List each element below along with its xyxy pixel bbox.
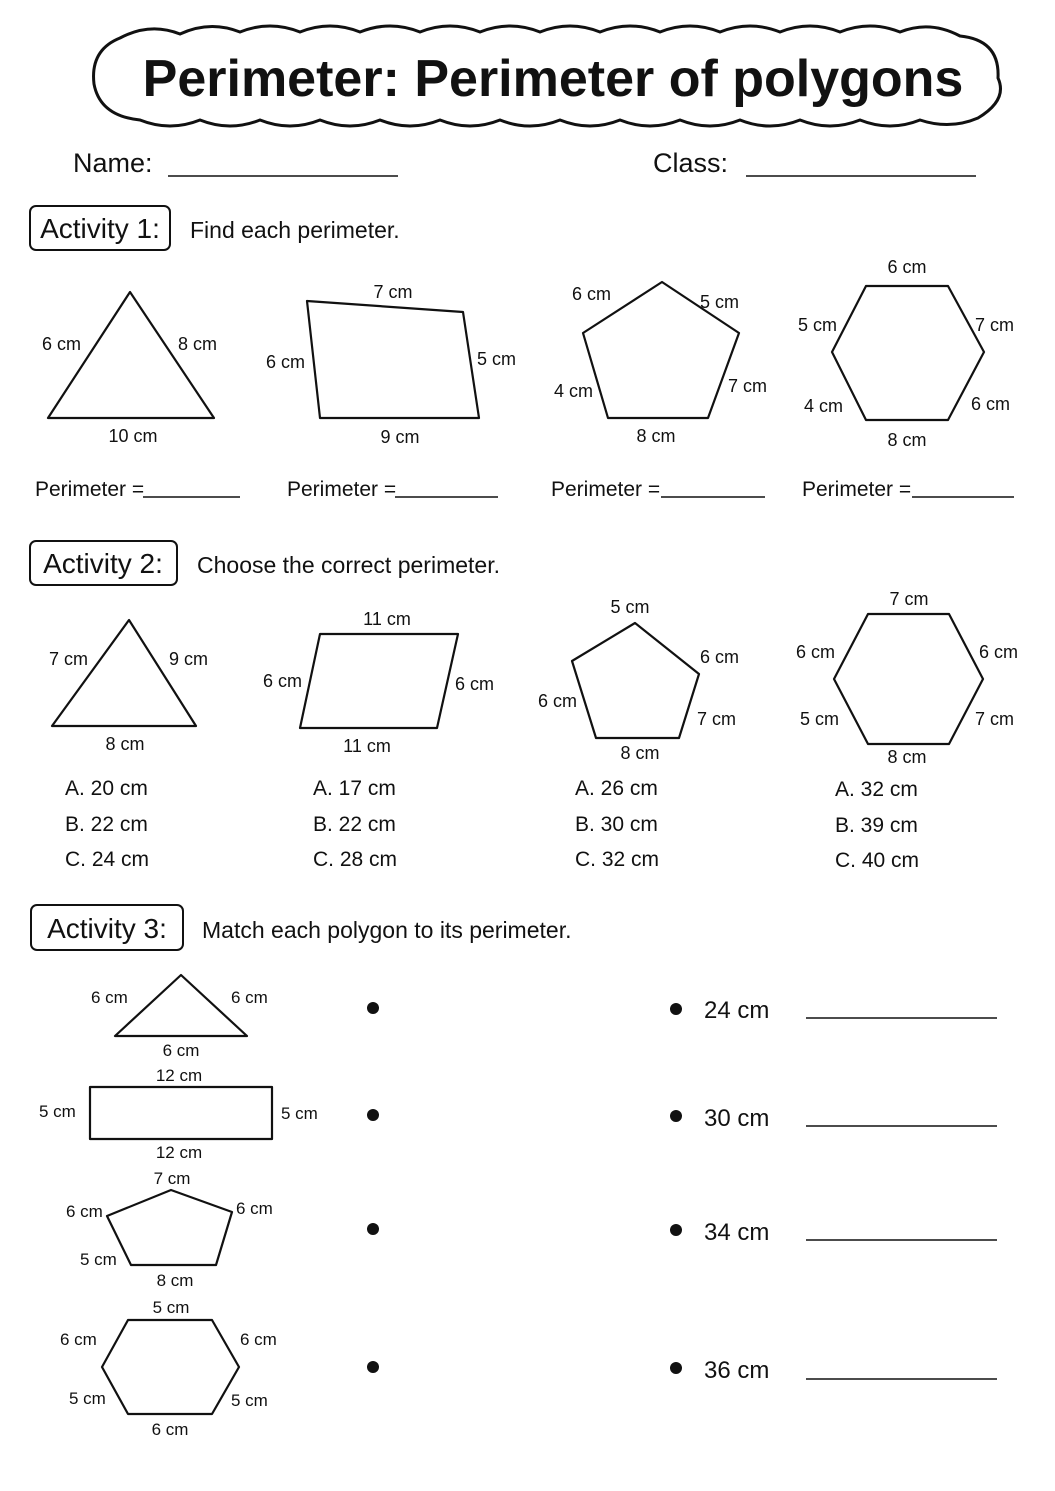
a1-perimeter-label-3: Perimeter = <box>551 478 661 501</box>
a1-hexagon-bottom-label: 8 cm <box>887 430 927 450</box>
a1-quad-right-label: 5 cm <box>477 349 517 369</box>
answer-value-3: 34 cm <box>704 1219 770 1246</box>
a2-hexagon-option-a[interactable]: A. 32 cm <box>835 778 918 801</box>
a2-hexagon-bottom-label: 8 cm <box>887 747 927 767</box>
a3-pentagon-upper-right-label: 6 cm <box>236 1199 273 1218</box>
activity-1 <box>30 206 1014 501</box>
a1-quadrilateral <box>307 301 479 418</box>
a1-triangle-bottom-label: 10 cm <box>108 426 158 446</box>
a1-perimeter-label-1: Perimeter = <box>35 478 145 501</box>
answer-value-2: 30 cm <box>704 1105 770 1132</box>
a3-pentagon <box>107 1190 232 1265</box>
a3-rectangle-top-label: 12 cm <box>155 1066 203 1085</box>
a1-quad-left-label: 6 cm <box>266 352 306 372</box>
activity-3 <box>31 905 997 1439</box>
activity-2-label: Activity 2: <box>43 548 163 579</box>
a2-pentagon <box>572 623 699 738</box>
a2-hexagon-lower-right-label: 7 cm <box>975 709 1015 729</box>
a2-parallelogram-left-label: 6 cm <box>263 671 303 691</box>
a3-hexagon-top-label: 5 cm <box>152 1298 190 1317</box>
a1-quad-bottom-label: 9 cm <box>380 427 420 447</box>
a2-hexagon-lower-left-label: 5 cm <box>800 709 840 729</box>
name-label: Name: <box>73 148 153 178</box>
a3-hexagon-upper-left-label: 6 cm <box>60 1330 97 1349</box>
a2-parallelogram-option-c[interactable]: C. 28 cm <box>313 848 398 871</box>
a3-hexagon-bottom-label: 6 cm <box>151 1420 189 1439</box>
a2-parallelogram <box>300 634 458 728</box>
match-dot-left-1[interactable] <box>367 1002 379 1014</box>
a1-pentagon-left-label: 4 cm <box>554 381 594 401</box>
a2-triangle <box>52 620 196 726</box>
activity-3-instruction: Match each polygon to its perimeter. <box>202 917 572 943</box>
a3-rectangle <box>90 1087 272 1139</box>
activity-2-instruction: Choose the correct perimeter. <box>197 552 500 578</box>
a2-hexagon-top-label: 7 cm <box>889 589 929 609</box>
a2-pentagon-bottom-label: 8 cm <box>620 743 660 763</box>
a2-pentagon-top-right-label: 6 cm <box>700 647 740 667</box>
a3-rectangle-left-label: 5 cm <box>39 1102 76 1121</box>
a2-parallelogram-bottom-label: 11 cm <box>343 736 391 756</box>
a2-pentagon-option-a[interactable]: A. 26 cm <box>575 777 658 800</box>
a1-hexagon-lower-right-label: 6 cm <box>971 394 1011 414</box>
a3-triangle-left-label: 6 cm <box>91 988 128 1007</box>
a2-triangle-option-b[interactable]: B. 22 cm <box>65 813 148 836</box>
a3-pentagon-top-label: 7 cm <box>153 1169 191 1188</box>
a3-triangle-right-label: 6 cm <box>231 988 268 1007</box>
a2-triangle-right-label: 9 cm <box>169 649 209 669</box>
a3-rectangle-bottom-label: 12 cm <box>155 1143 203 1162</box>
a3-hexagon-lower-right-label: 5 cm <box>231 1391 268 1410</box>
a2-pentagon-left-label: 6 cm <box>538 691 578 711</box>
a1-pentagon-top-left-label: 6 cm <box>572 284 612 304</box>
a3-hexagon-upper-right-label: 6 cm <box>240 1330 277 1349</box>
a2-hexagon <box>834 614 983 744</box>
a1-quad-top-label: 7 cm <box>373 282 413 302</box>
a3-triangle-bottom-label: 6 cm <box>162 1041 200 1060</box>
title-banner <box>94 26 1001 126</box>
activity-1-instruction: Find each perimeter. <box>190 217 400 243</box>
a2-hexagon-upper-right-label: 6 cm <box>979 642 1019 662</box>
a3-pentagon-lower-left-label: 5 cm <box>80 1250 117 1269</box>
match-dot-left-2[interactable] <box>367 1109 379 1121</box>
page-title: Perimeter: Perimeter of polygons <box>142 50 964 108</box>
match-dot-right-3[interactable] <box>670 1224 682 1236</box>
a2-pentagon-option-b[interactable]: B. 30 cm <box>575 813 658 836</box>
a3-hexagon-lower-left-label: 5 cm <box>69 1389 106 1408</box>
a1-hexagon-upper-left-label: 5 cm <box>798 315 838 335</box>
match-dot-right-1[interactable] <box>670 1003 682 1015</box>
a1-hexagon-lower-left-label: 4 cm <box>804 396 844 416</box>
a2-hexagon-option-c[interactable]: C. 40 cm <box>835 849 920 872</box>
activity-2 <box>30 541 1018 872</box>
a1-triangle-left-label: 6 cm <box>42 334 82 354</box>
match-dot-left-4[interactable] <box>367 1361 379 1373</box>
a2-pentagon-option-c[interactable]: C. 32 cm <box>575 848 660 871</box>
a2-parallelogram-top-label: 11 cm <box>363 609 411 629</box>
match-dot-right-2[interactable] <box>670 1110 682 1122</box>
a1-hexagon-upper-right-label: 7 cm <box>975 315 1015 335</box>
a2-triangle-bottom-label: 8 cm <box>105 734 145 754</box>
activity-3-label: Activity 3: <box>47 913 167 944</box>
a2-parallelogram-right-label: 6 cm <box>455 674 495 694</box>
a3-hexagon <box>102 1320 239 1414</box>
a2-triangle-left-label: 7 cm <box>49 649 89 669</box>
activity-1-label: Activity 1: <box>40 213 160 244</box>
match-dot-left-3[interactable] <box>367 1223 379 1235</box>
a1-pentagon-bottom-label: 8 cm <box>636 426 676 446</box>
a1-perimeter-label-2: Perimeter = <box>287 478 397 501</box>
a3-triangle <box>115 975 247 1036</box>
a2-triangle-option-c[interactable]: C. 24 cm <box>65 848 150 871</box>
a3-rectangle-right-label: 5 cm <box>281 1104 318 1123</box>
a2-hexagon-option-b[interactable]: B. 39 cm <box>835 814 918 837</box>
a1-perimeter-label-4: Perimeter = <box>802 478 912 501</box>
a1-triangle-right-label: 8 cm <box>178 334 218 354</box>
a3-pentagon-bottom-label: 8 cm <box>156 1271 194 1290</box>
a2-parallelogram-option-b[interactable]: B. 22 cm <box>313 813 396 836</box>
a2-pentagon-top-label: 5 cm <box>610 597 650 617</box>
a1-hexagon <box>832 286 984 420</box>
a1-pentagon-right-label: 7 cm <box>728 376 768 396</box>
class-label: Class: <box>653 148 729 178</box>
answer-value-1: 24 cm <box>704 997 770 1024</box>
a2-hexagon-upper-left-label: 6 cm <box>796 642 836 662</box>
match-dot-right-4[interactable] <box>670 1362 682 1374</box>
a2-parallelogram-option-a[interactable]: A. 17 cm <box>313 777 396 800</box>
a3-pentagon-upper-left-label: 6 cm <box>66 1202 103 1221</box>
a1-pentagon-top-right-label: 5 cm <box>700 292 740 312</box>
a2-triangle-option-a[interactable]: A. 20 cm <box>65 777 148 800</box>
a1-hexagon-top-label: 6 cm <box>887 257 927 277</box>
a2-pentagon-right-label: 7 cm <box>697 709 737 729</box>
answer-value-4: 36 cm <box>704 1357 770 1384</box>
a1-triangle <box>48 292 214 418</box>
